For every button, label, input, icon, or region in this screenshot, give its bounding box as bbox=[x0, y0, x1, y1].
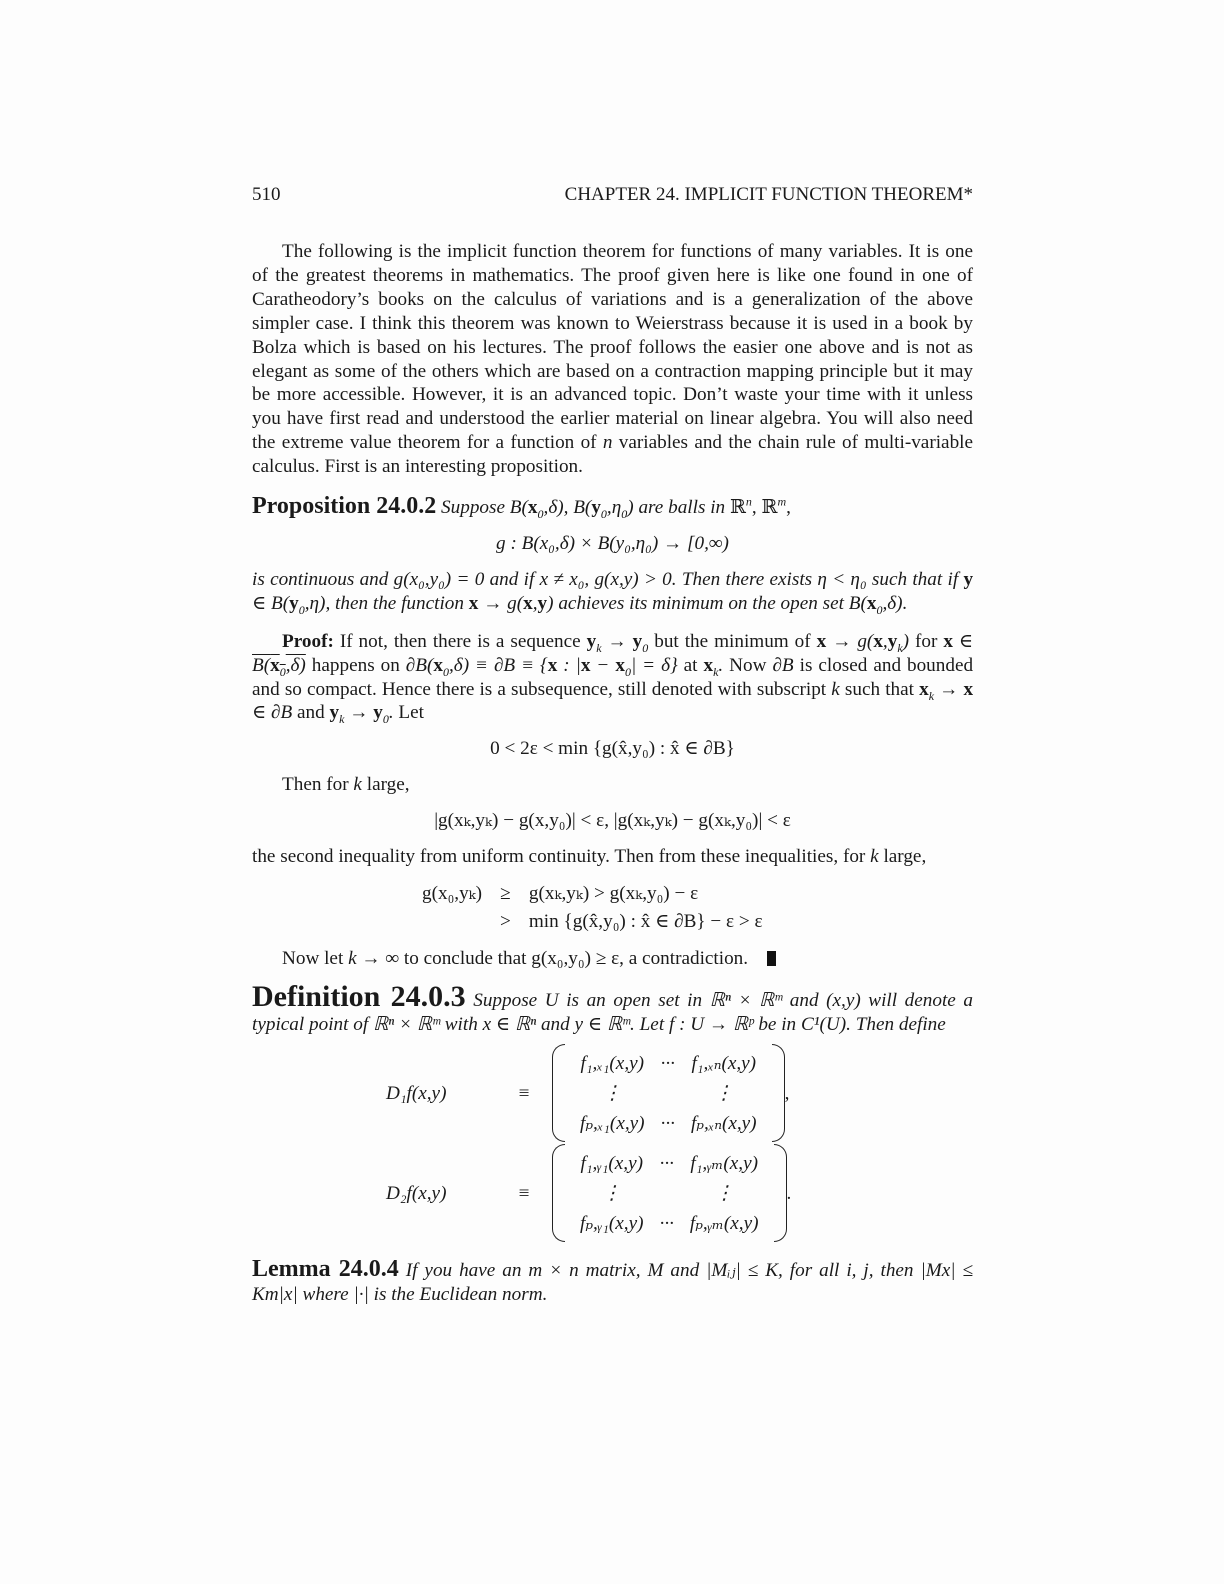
page-number: 510 bbox=[252, 184, 281, 205]
chapter-title: CHAPTER 24. IMPLICIT FUNCTION THEOREM* bbox=[564, 184, 973, 205]
var-n: n bbox=[602, 432, 613, 454]
lemma: Lemma 24.0.4 If you have an m × n matrix, M and |Mᵢⱼ| ≤ K, for all i, j, then |Mx| ≤ Km|x| where |·| is the Euclidean norm. bbox=[252, 1256, 973, 1306]
proposition-label: Proposition 24.0.2 bbox=[252, 493, 437, 520]
proof-eq1: 0 < 2ε < min {g(x̂,y₀) : x̂ ∈ ∂B} bbox=[490, 738, 735, 760]
page-body bbox=[252, 240, 973, 1307]
proof-label: Proof: bbox=[282, 630, 334, 652]
definition-label: Definition 24.0.3 bbox=[252, 979, 466, 1013]
proof-eq2: |g(xₖ,yₖ) − g(x,y₀)| < ε, |g(xₖ,yₖ) − g(xₖ,y₀)| < ε bbox=[434, 810, 791, 832]
proof-conclusion: Now let k → ∞ to conclude that g(x₀,y₀) ≥ ε, a contradiction. bbox=[252, 947, 973, 971]
definition: Definition 24.0.3 Suppose U is an open set in ℝⁿ × ℝᵐ and (x,y) will denote a typical point of ℝⁿ × ℝᵐ with x ∈ ℝⁿ and y ∈ ℝᵐ. Let f : U → ℝᵖ be in C¹(U). Then define bbox=[252, 979, 974, 1035]
matrix-d1: D₁f(x,y) ≡ f₁,ₓ₁(x,y) ··· f₁,ₓₙ(x,y) ⋮ ⋮ fₚ,ₓ₁(x,y) ··· fₚ,ₓₙ(x,y) , bbox=[386, 1044, 973, 1142]
matrix-d2: D₂f(x,y) ≡ f₁,ᵧ₁(x,y) ··· f₁,ᵧₘ(x,y) ⋮ ⋮ fₚ,ᵧ₁(x,y) ··· fₚ,ᵧₘ(x,y) . bbox=[386, 1144, 973, 1242]
proposition-display: g : B(x₀,δ) × B(y₀,η₀) → [0,∞) bbox=[496, 532, 729, 554]
proof-inequalities: g(x₀,yₖ) ≥ g(xₖ,yₖ) > g(xₖ,y₀) − ε > min {g(x̂,y₀) : x̂ ∈ ∂B} − ε > ε bbox=[422, 882, 763, 932]
proof-second: the second inequality from uniform continuity. Then from these inequalities, for k large, bbox=[252, 846, 927, 868]
qed-icon bbox=[767, 951, 776, 966]
proposition: Proposition 24.0.2 Suppose $B(x_0,\delta)$, $B(y_0,\eta_0)$ are balls in ℝ$^n$, ℝ$^m$, bbox=[252, 493, 791, 521]
lemma-label: Lemma 24.0.4 bbox=[252, 1256, 399, 1283]
proof-then: Then for k large, bbox=[282, 774, 410, 796]
proof-paragraph: Proof: If not, then there is a sequence $y_k \to y_0$ but the minimum of $x \to g(x,y_k)$ for x ∈ $B(x_0,\delta)$ happens on $\partial B(x_0,\delta) \equiv \partial B \equiv \{x$ : $|x - x_0| = \delta$} at $x_k$. Now ∂B is closed and bounded and so compact. Hence there is a subsequence, still denoted with subscript k such that $x_k \to x$ ∈ ∂B and $y_k \to y_0$. Let bbox=[252, 630, 974, 727]
proposition-body: is continuous and g(x₀,y₀) = 0 and if x ≠ x₀, g(x,y) > 0. Then there exists η < η₀ such that if y ∈ $B(y_0,\eta)$, then the function x → g(x,y) achieves its minimum on the open set $B(x_0,\delta)$. bbox=[252, 568, 974, 617]
intro-paragraph: The following is the implicit function theorem for functions of many variables. It is one of the greatest theorems in mathematics. The proof given here is like one found in one of Caratheodory’s books on the calculus of variations and is a generalization of the above simpler case. I think this theorem was known to Weierstrass because it is used in a book by Bolza which is based on his lectures. The proof follows the easier one above and is not as elegant as some of the others which are based on a contraction mapping principle but it may be more accessible. However, it is an advanced topic. Don’t waste your time with it unless you have first read and understood the earlier material on linear algebra. You will also need the extreme value theorem for a function of n variables and the chain rule of multi-variable calculus. First is an interesting proposition. bbox=[252, 241, 974, 478]
